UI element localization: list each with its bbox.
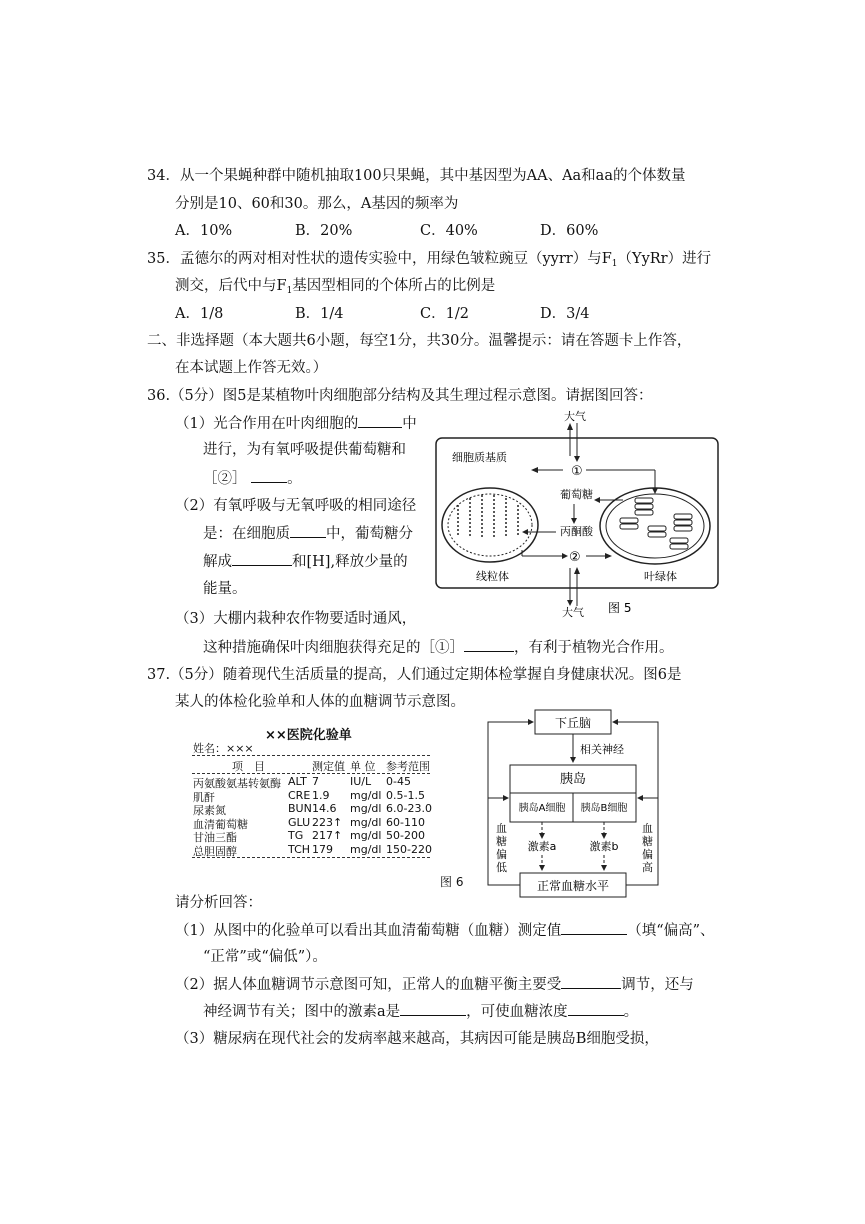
q35-options xyxy=(175,304,589,324)
lab-value: 7 xyxy=(312,775,319,788)
hormone-b-label: 激素b xyxy=(589,840,619,853)
q34-option-a: A．10% xyxy=(175,223,233,239)
high-glucose-label xyxy=(642,822,653,874)
lab-code: CRE xyxy=(288,788,311,802)
q35-option-c: C．1/2 xyxy=(420,306,469,322)
lab-report-title: ××医院化验单 xyxy=(265,728,352,743)
lab-range: 6.0-23.0 xyxy=(386,802,432,815)
lab-item: 丙氨酸氨基转氨酶 xyxy=(193,777,281,790)
q36-p2-line3 xyxy=(203,551,408,572)
q34-line1: 34．从一个果蝇种群中随机抽取100只果蝇，其中基因型为AA、Aa和aa的个体数量 xyxy=(147,168,686,184)
divider xyxy=(192,857,430,858)
lab-item: 肌酐 xyxy=(193,790,215,804)
q35-line1 xyxy=(147,249,711,274)
nerve-label: 相关神经 xyxy=(580,743,624,756)
q36-text: 中，葡萄糖分 xyxy=(326,526,413,542)
header-value: 测定值 xyxy=(312,760,345,773)
q36-text: ［②］ xyxy=(203,471,247,487)
high-char: 偏 xyxy=(642,848,653,861)
q35-option-d: D．3/4 xyxy=(540,306,590,322)
air-bottom-label: 大气 xyxy=(562,606,584,619)
low-glucose-label xyxy=(496,822,507,874)
lab-table-row xyxy=(190,802,430,815)
q35-text: 测交，后代中与F xyxy=(175,278,287,294)
hormone-a-label: 激素a xyxy=(527,840,557,853)
q36-text: （1）光合作用在叶肉细胞的 xyxy=(175,416,359,432)
lab-table-row xyxy=(190,789,430,802)
normal-glucose-label: 正常血糖水平 xyxy=(536,879,610,893)
high-char: 血 xyxy=(642,822,653,835)
lab-code: ALT xyxy=(288,775,307,788)
answer-blank[interactable] xyxy=(561,920,627,935)
q34-option-b: B．20% xyxy=(295,223,353,239)
q37-p1-line1 xyxy=(175,920,715,941)
header-item: 项 目 xyxy=(232,760,265,773)
q35-line2 xyxy=(175,276,495,301)
lab-unit: IU/L xyxy=(350,775,372,788)
answer-blank[interactable] xyxy=(232,551,292,566)
figure6-caption: 图 6 xyxy=(440,875,464,889)
q37-p2-line2 xyxy=(203,1001,638,1022)
arrowhead-icon xyxy=(531,467,538,473)
q36-p1-line2: 进行，为有氧呼吸提供葡萄糖和 xyxy=(203,442,406,458)
mitochondrion xyxy=(442,488,538,562)
figure6-diagram xyxy=(480,708,670,898)
lab-unit: mg/dl xyxy=(350,842,382,856)
high-char: 糖 xyxy=(642,835,653,848)
answer-blank[interactable] xyxy=(290,523,326,538)
high-char: 高 xyxy=(642,861,653,874)
label-circle-2: ② xyxy=(569,550,581,565)
cytoplasm-matrix-label: 细胞质基质 xyxy=(452,451,507,464)
figure5-caption: 图 5 xyxy=(608,601,632,615)
q35-sub: 1 xyxy=(611,259,618,269)
q37-line2: 某人的体检化验单和人体的血糖调节示意图。 xyxy=(175,694,465,710)
divider xyxy=(192,755,430,756)
lab-range: 0-45 xyxy=(386,775,411,788)
q34-options xyxy=(175,221,598,241)
arrowhead-icon xyxy=(574,567,580,574)
lab-item: 甘油三酯 xyxy=(193,831,237,844)
figure5-diagram xyxy=(430,410,730,620)
air-top-label: 大气 xyxy=(564,410,586,423)
q36-p2-line4: 能量。 xyxy=(203,581,247,597)
lab-unit: mg/dl xyxy=(350,815,382,829)
section2-line1: 二、非选择题（本大题共6小题，每空1分，共30分。温馨提示：请在答题卡上作答， xyxy=(147,333,692,349)
low-char: 血 xyxy=(496,822,507,835)
q36-p1-line3 xyxy=(203,468,302,489)
divider xyxy=(192,773,430,774)
q37-text: （1）从图中的化验单可以看出其血清葡萄糖（血糖）测定值 xyxy=(175,923,562,939)
q36-text: ，有利于植物光合作用。 xyxy=(514,640,674,656)
lab-value: 223↑ xyxy=(312,815,343,829)
q35-option-a: A．1/8 xyxy=(175,306,224,322)
q36-text: 中 xyxy=(402,416,417,432)
q37-text: （2）据人体血糖调节示意图可知，正常人的血糖平衡主要受 xyxy=(175,977,562,993)
arrowhead-icon xyxy=(605,553,612,559)
lab-value: 1.9 xyxy=(312,788,330,802)
low-char: 糖 xyxy=(496,835,507,848)
q36-p3-line1: （3）大棚内栽种农作物要适时通风， xyxy=(175,611,417,627)
q37-ask: 请分析回答： xyxy=(175,895,262,911)
answer-blank[interactable] xyxy=(561,974,621,989)
lab-item: 总胆固醇 xyxy=(193,844,237,858)
lab-code: GLU xyxy=(288,815,311,829)
lab-value: 14.6 xyxy=(312,802,337,815)
q36-text: 和[H],释放少量的 xyxy=(292,554,408,570)
lab-range: 50-200 xyxy=(386,829,425,842)
answer-blank[interactable] xyxy=(251,468,287,483)
q37-text: 神经调节有关；图中的激素a是 xyxy=(203,1004,401,1020)
mitochondrion-label: 线粒体 xyxy=(476,570,509,583)
lab-table-row xyxy=(190,816,430,829)
lab-range: 150-220 xyxy=(386,842,432,856)
lab-unit: mg/dl xyxy=(350,788,382,802)
q37-p1-line2: “正常”或“偏低”）。 xyxy=(203,949,327,965)
lab-code: TG xyxy=(288,829,304,842)
q36-text: 解成 xyxy=(203,554,232,570)
alpha-cell-label: 胰岛A细胞 xyxy=(518,803,566,814)
section2-line2: 在本试题上作答无效。） xyxy=(175,360,328,376)
pyruvate-label: 丙酮酸 xyxy=(560,525,593,538)
answer-blank[interactable] xyxy=(464,637,514,652)
q37-text: （填“偏高”、 xyxy=(627,923,715,939)
q36-stem: 36.（5分）图5是某植物叶肉细胞部分结构及其生理过程示意图。请据图回答： xyxy=(147,388,653,404)
q37-text: 。 xyxy=(623,1004,639,1020)
islet-label: 胰岛 xyxy=(559,772,587,787)
arrowhead-icon xyxy=(562,553,568,559)
q34-line2: 分别是10、60和30。那么，A基因的频率为 xyxy=(175,196,459,212)
q36-p1-line1 xyxy=(175,413,417,434)
lab-range: 60-110 xyxy=(386,815,425,829)
lab-report xyxy=(190,716,435,866)
q35-option-b: B．1/4 xyxy=(295,306,344,322)
q37-text: 调节，还与 xyxy=(621,977,694,993)
q35-text: （YyRr）进行 xyxy=(617,251,712,267)
arrowhead-icon xyxy=(594,497,600,503)
lab-unit: mg/dl xyxy=(350,802,382,815)
answer-blank[interactable] xyxy=(400,1001,466,1016)
answer-blank[interactable] xyxy=(358,413,402,428)
chloroplast-label: 叶绿体 xyxy=(644,570,677,583)
q36-text: 。 xyxy=(287,471,302,487)
lab-unit: mg/dl xyxy=(350,829,382,842)
lab-table-row xyxy=(190,829,430,842)
hypothalamus-label: 下丘脑 xyxy=(554,716,592,730)
low-char: 低 xyxy=(496,861,507,874)
q35-text: 35．孟德尔的两对相对性状的遗传实验中，用绿色皱粒豌豆（yyrr）与F xyxy=(147,251,612,267)
q34-option-c: C．40% xyxy=(420,223,478,239)
lab-item: 尿素氮 xyxy=(193,804,226,817)
patient-name: 姓名：××× xyxy=(193,742,254,755)
lab-header-row xyxy=(190,758,430,772)
arrowhead-icon xyxy=(567,423,573,430)
lab-table-row xyxy=(190,843,430,856)
q37-p2-line1 xyxy=(175,974,694,995)
q35-text: 基因型相同的个体所占的比例是 xyxy=(292,278,496,294)
q36-p3-line2 xyxy=(203,637,674,658)
q36-text: 这种措施确保叶肉细胞获得充足的［①］ xyxy=(203,640,464,656)
beta-cell-label: 胰岛B细胞 xyxy=(580,803,628,814)
lab-value: 217↑ xyxy=(312,829,343,842)
lab-code: BUN xyxy=(288,802,312,815)
q35-sub: 1 xyxy=(286,286,293,296)
q36-text: 是：在细胞质 xyxy=(203,526,290,542)
label-circle-1: ① xyxy=(571,464,583,479)
answer-blank[interactable] xyxy=(568,1001,624,1016)
header-unit: 单 位 xyxy=(350,760,376,773)
glucose-label: 葡萄糖 xyxy=(560,488,593,501)
q36-p2-line1: （2）有氧呼吸与无氧呼吸的相同途径 xyxy=(175,498,417,514)
q34-option-d: D．60% xyxy=(540,223,599,239)
arrowhead-icon xyxy=(571,518,577,524)
lab-table-row xyxy=(190,775,430,788)
lab-range: 0.5-1.5 xyxy=(386,788,425,802)
q37-text: ，可使血糖浓度 xyxy=(466,1004,568,1020)
q37-line1: 37.（5分）随着现代生活质量的提高，人们通过定期体检掌握自身健康状况。图6是 xyxy=(147,667,682,683)
header-range: 参考范围 xyxy=(386,760,430,773)
arrowhead-icon xyxy=(574,456,580,462)
q37-p3-line1: （3）糖尿病在现代社会的发病率越来越高，其病因可能是胰岛B细胞受损， xyxy=(175,1031,659,1047)
lab-value: 179 xyxy=(312,842,333,856)
lab-item: 血清葡萄糖 xyxy=(193,817,248,831)
low-char: 偏 xyxy=(496,848,507,861)
lab-code: TCH xyxy=(288,842,311,856)
q36-p2-line2 xyxy=(203,523,413,544)
